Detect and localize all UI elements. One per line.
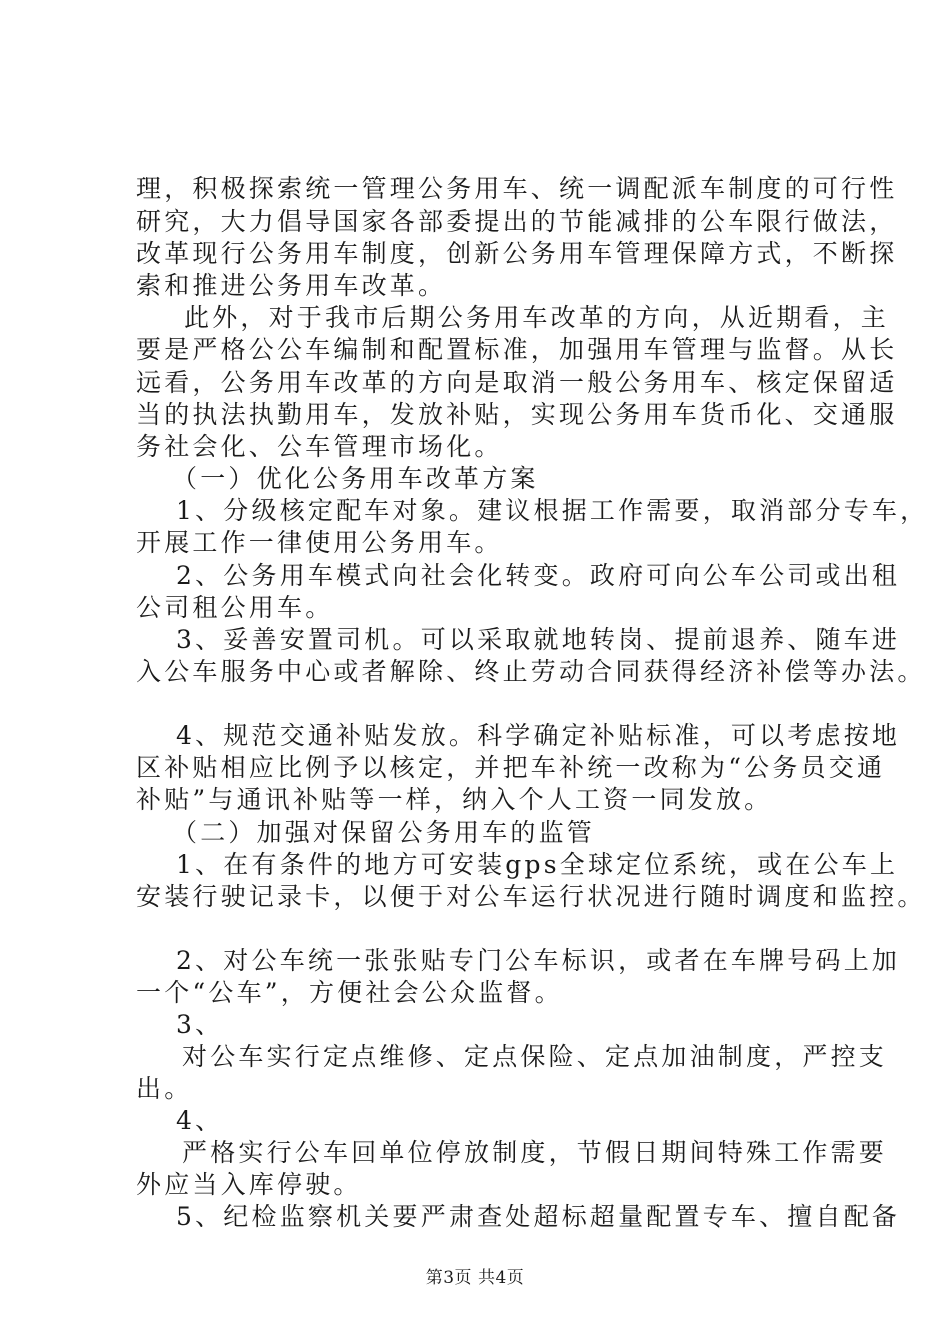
text-line: 当的执法执勤用车，发放补贴，实现公务用车货币化、交通服 (136, 400, 898, 429)
section-heading: （二）加强对保留公务用车的监管 (172, 818, 596, 847)
text-line: 4、 (176, 1106, 224, 1135)
text-line: 3、 (176, 1010, 224, 1039)
text-line: 公司租公用车。 (136, 593, 334, 622)
text-line: 安装行驶记录卡，以便于对公车运行状况进行随时调度和监控。 (136, 882, 926, 911)
section-heading: （一）优化公务用车改革方案 (172, 464, 539, 493)
text-line: 区补贴相应比例予以核定，并把车补统一改称为“公务员交通 (136, 753, 886, 782)
text-line: 2、对公车统一张张贴专门公车标识，或者在车牌号码上加 (176, 946, 901, 975)
text-line: 1、分级核定配车对象。建议根据工作需要，取消部分专车， (176, 496, 929, 525)
text-line: 此外，对于我市后期公务用车改革的方向，从近期看，主 (184, 303, 890, 332)
text-line: 入公车服务中心或者解除、终止劳动合同获得经济补偿等办法。 (136, 657, 926, 686)
text-line: 5、纪检监察机关要严肃查处超标超量配置专车、擅自配备 (176, 1202, 901, 1231)
text-line: 2、公务用车模式向社会化转变。政府可向公车公司或出租 (176, 561, 901, 590)
text-line: 出。 (136, 1074, 193, 1103)
page-footer: 第3页 共4页 (425, 1268, 525, 1288)
text-line: 索和推进公务用车改革。 (136, 271, 447, 300)
text-line: 3、妥善安置司机。可以采取就地转岗、提前退养、随车进 (176, 625, 901, 654)
text-line: 开展工作一律使用公务用车。 (136, 528, 503, 557)
text-line: 研究，大力倡导国家各部委提出的节能减排的公车限行做法， (136, 207, 898, 236)
text-line: 补贴”与通讯补贴等一样，纳入个人工资一同发放。 (136, 785, 773, 814)
text-line: 外应当入库停驶。 (136, 1170, 362, 1199)
text-line: 要是严格公公车编制和配置标准，加强用车管理与监督。从长 (136, 335, 898, 364)
text-line: 远看，公务用车改革的方向是取消一般公务用车、核定保留适 (136, 368, 898, 397)
text-line: 4、规范交通补贴发放。科学确定补贴标准，可以考虑按地 (176, 721, 901, 750)
text-line: 改革现行公务用车制度，创新公务用车管理保障方式，不断探 (136, 239, 898, 268)
text-line: 对公车实行定点维修、定点保险、定点加油制度，严控支 (182, 1042, 888, 1071)
text-line: 务社会化、公车管理市场化。 (136, 432, 503, 461)
text-line: 1、在有条件的地方可安装gps全球定位系统，或在公车上 (176, 850, 899, 879)
text-line: 一个“公车”，方便社会公众监督。 (136, 978, 563, 1007)
text-line: 理，积极探索统一管理公务用车、统一调配派车制度的可行性 (136, 174, 898, 203)
text-line: 严格实行公车回单位停放制度，节假日期间特殊工作需要 (182, 1138, 888, 1167)
